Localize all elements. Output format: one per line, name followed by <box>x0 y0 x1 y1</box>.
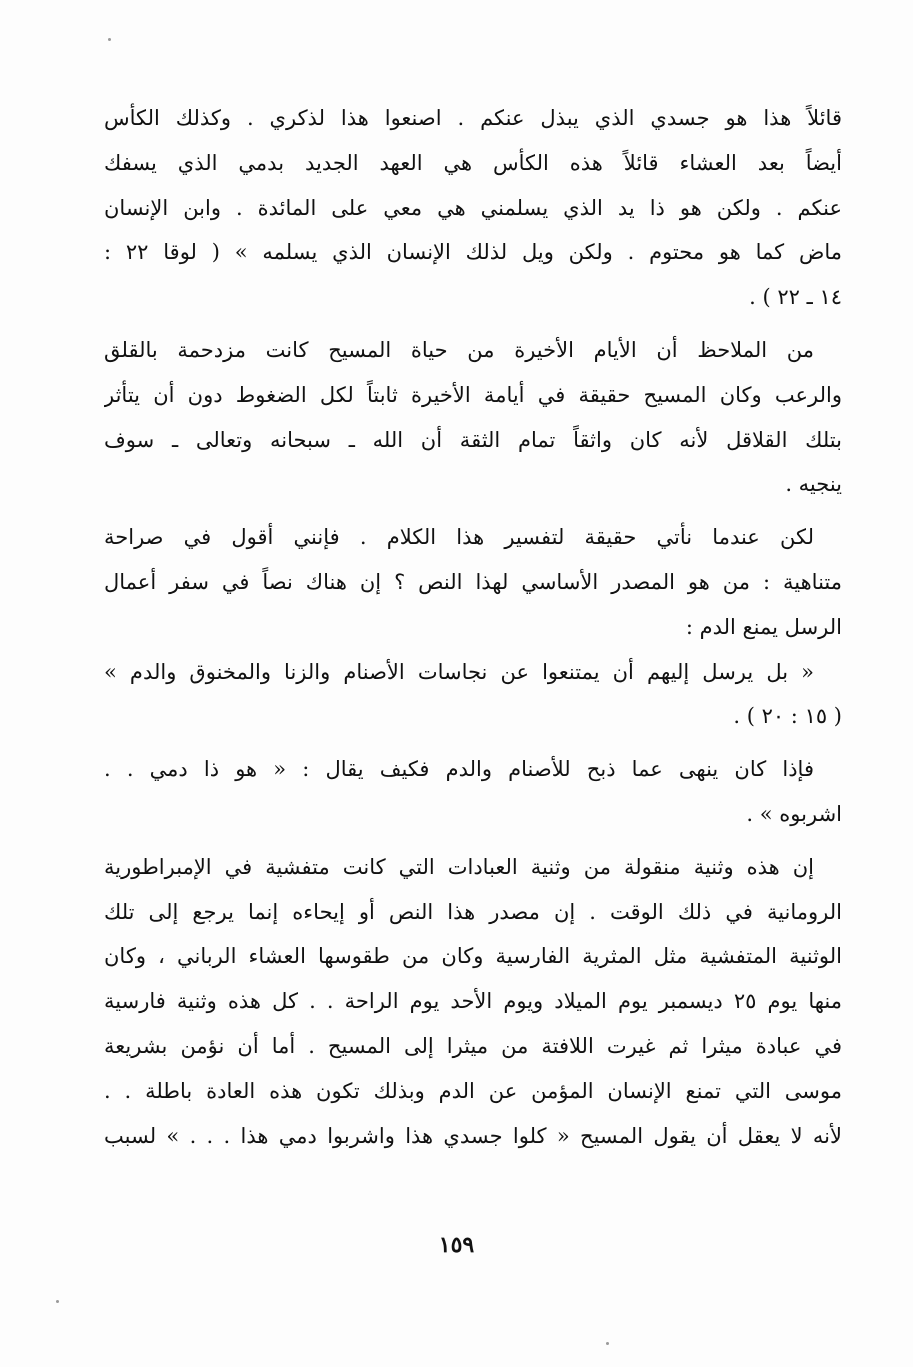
text-line: فإذا كان ينهى عما ذبح للأصنام والدم فكيف يقال : « هو ذا دمي . . <box>104 757 814 782</box>
text-line: ماض كما هو محتوم . ولكن ويل لذلك الإنسان الذي يسلمه » ( لوقا ٢٢ : <box>104 240 842 265</box>
text-line: إن هذه وثنية منقولة من وثنية العبادات التي كانت متفشية في الإمبراطورية <box>104 854 814 879</box>
quoted-verse: « بل يرسل إليهم أن يمتنعوا عن نجاسات الأصنام والزنا والمخنوق والدم » <box>104 659 814 684</box>
scan-speck <box>606 1342 609 1345</box>
text-line: بتلك القلاقل لأنه كان واثقاً تمام الثقة أن الله ـ سبحانه وتعالى ـ سوف <box>104 427 842 452</box>
text-line: ١٤ ـ ٢٢ ) . <box>749 285 842 310</box>
verse-reference: ( ١٥ : ٢٠ ) . <box>733 704 842 729</box>
scan-speck <box>56 1300 59 1303</box>
text-line: من الملاحظ أن الأيام الأخيرة من حياة المسيح كانت مزدحمة بالقلق <box>104 337 814 362</box>
paragraph-1 <box>104 96 842 320</box>
paragraph-4 <box>104 747 842 837</box>
paragraph-3 <box>104 515 842 739</box>
text-line: لأنه لا يعقل أن يقول المسيح « كلوا جسدي هذا واشربوا دمي هذا . . . » لسبب <box>104 1123 842 1148</box>
text-line: والرعب وكان المسيح حقيقة في أيامة الأخيرة ثابتاً لكل الضغوط دون أن يتأثر <box>104 382 842 407</box>
text-line: الرومانية في ذلك الوقت . إن مصدر هذا النص أو إيحاءه إنما يرجع إلى تلك <box>104 899 842 924</box>
text-line: في عبادة ميثرا ثم غيرت اللافتة من ميثرا إلى المسيح . أما أن نؤمن بشريعة <box>104 1033 842 1058</box>
body-text <box>104 96 842 1158</box>
text-line: عنكم . ولكن هو ذا يد الذي يسلمني هي معي على المائدة . وابن الإنسان <box>104 195 842 220</box>
text-line: قائلاً هذا هو جسدي الذي يبذل عنكم . اصنعوا هذا لذكري . وكذلك الكأس <box>104 106 842 130</box>
paragraph-2 <box>104 328 842 507</box>
page-number: ١٥٩ <box>438 1232 475 1258</box>
text-line: ينجيه . <box>785 472 842 497</box>
text-line: منها يوم ٢٥ ديسمبر يوم الميلاد ويوم الأحد يوم الراحة . . كل هذه وثنية فارسية <box>104 989 842 1014</box>
text-line: الرسل يمنع الدم : <box>685 614 842 639</box>
text-line: أيضاً بعد العشاء قائلاً هذه الكأس هي العهد الجديد بدمي الذي يسفك <box>104 150 842 175</box>
text-line: اشربوه » . <box>746 801 842 826</box>
text-line: موسى التي تمنع الإنسان المؤمن عن الدم وبذلك تكون هذه العادة باطلة . . <box>104 1078 842 1103</box>
scan-speck <box>108 38 111 41</box>
text-line: متناهية : من هو المصدر الأساسي لهذا النص ؟ إن هناك نصاً في سفر أعمال <box>104 569 842 594</box>
text-line: لكن عندما نأتي حقيقة لتفسير هذا الكلام . فإنني أقول في صراحة <box>104 525 814 550</box>
paragraph-5 <box>104 845 842 1159</box>
text-line: الوثنية المتفشية مثل المثرية الفارسية وكان من طقوسها العشاء الرباني ، وكان <box>104 944 842 969</box>
